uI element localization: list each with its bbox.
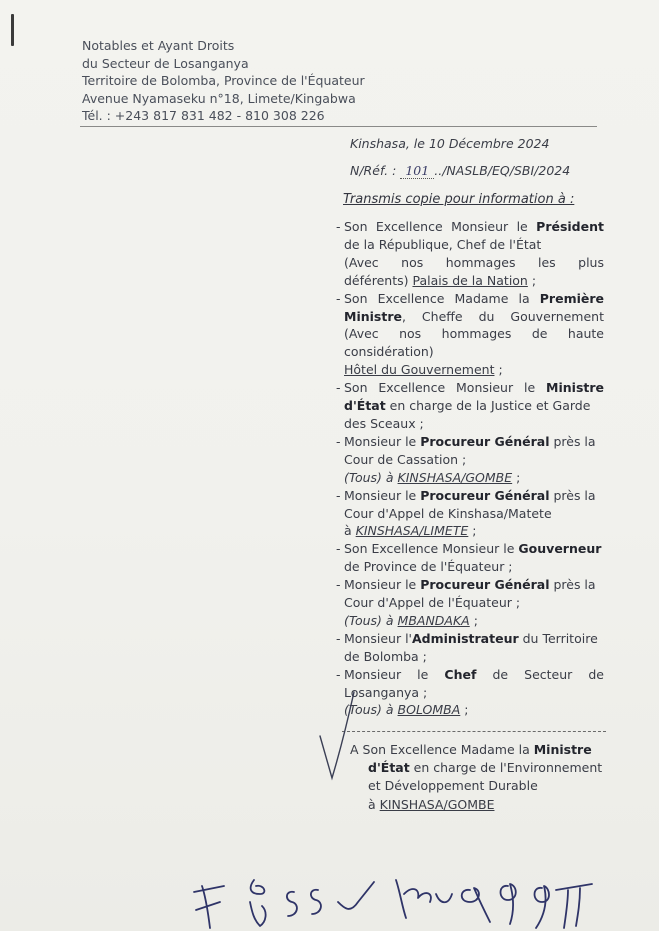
recipient-text: considération) [344,344,434,360]
recipient-premiere-ministre: - Son Excellence Madame la Première Ministre, Cheffe du Gouvernement (Avec nos hommages de haute considération) Hôtel du Gouvernement ; [336,290,604,378]
final-recipient-title: d'État [368,760,410,776]
recipient-place: KINSHASA/LIMETE [355,523,469,539]
recipient-text: de Secteur de [476,666,604,682]
recipient-place: Palais de la Nation [412,272,528,288]
recipient-text: de Bolomba ; [344,648,427,664]
recipient-text: Monsieur le [344,666,445,682]
recipient-title: Première [539,290,604,306]
recipient-text: Son Excellence Monsieur le [344,219,537,234]
handwritten-receipt-note [190,872,600,930]
recipient-title: Président [536,219,604,234]
sender-line-3: Territoire de Bolomba, Province de l'Équateur [82,73,365,89]
recipient-text: Cour d'Appel de Kinshasa/Matete [344,505,552,521]
date-line: Kinshasa, le 10 Décembre 2024 [350,136,550,151]
recipient-text: , Cheffe du Gouvernement [401,308,604,324]
recipient-text: Monsieur le [344,433,421,449]
recipient-text: Son Excellence Monsieur le [344,541,519,557]
recipient-text: Cour de Cassation ; [344,451,467,467]
recipient-text: près la [549,487,596,503]
recipient-procureur-equateur: - Monsieur le Procureur Général près la Cour d'Appel de l'Équateur ; (Tous) à MBANDAKA ; [336,576,604,630]
reference-suffix: ../NASLB/EQ/SBI/2024 [434,163,571,178]
recipient-place: MBANDAKA [397,612,470,628]
recipient-title: Gouverneur [518,541,602,557]
dashed-separator [342,731,606,732]
recipient-gouverneur: - Son Excellence Monsieur le Gouverneur de Province de l'Équateur ; [336,540,604,576]
final-recipient-text: A Son Excellence Madame la [350,742,534,757]
recipient-title: Procureur Général [420,433,550,449]
recipient-title: Ministre [344,308,402,324]
recipient-text: des Sceaux ; [344,415,424,431]
sender-block [82,37,365,125]
recipient-procureur-matete: - Monsieur le Procureur Général près la Cour d'Appel de Kinshasa/Matete à KINSHASA/LIMETE ; [336,487,604,541]
recipient-text: près la [549,577,596,593]
header-divider [80,126,597,127]
final-recipient-place: KINSHASA/GOMBE [379,796,495,812]
recipient-text: (Avec nos hommages les plus [344,254,604,270]
recipient-text: de Province de l'Équateur ; [344,559,513,575]
recipient-title: Procureur Général [420,487,550,503]
final-recipient-text: et Développement Durable [368,778,538,794]
final-recipient-text: en charge de l'Environnement [409,760,603,776]
recipient-title: Ministre [546,380,604,396]
recipient-chef-secteur: - Monsieur le Chef de Secteur de Losanganya ; (Tous) à BOLOMBA ; [336,666,604,718]
recipient-title: d'État [344,398,386,414]
recipient-text: Son Excellence Monsieur le [344,380,547,396]
sender-line-4: Avenue Nyamaseku n°18, Limete/Kingabwa [82,90,356,106]
recipient-text: à [344,523,356,539]
recipient-text: Son Excellence Madame la [344,290,540,306]
reference-prefix: N/Réf. : [350,163,397,178]
recipient-text: Losanganya ; [344,684,428,700]
recipient-text: en charge de la Justice et Garde [385,398,591,414]
recipient-title: Procureur Général [420,577,550,593]
reference-number: 101 [400,164,434,179]
recipient-text: Monsieur le [344,487,421,503]
recipient-text: Monsieur l' [344,630,412,646]
recipient-title: Chef [444,666,477,682]
recipient-place: Hôtel du Gouvernement [344,362,495,378]
final-recipient-title: Ministre [533,742,592,757]
sender-line-1: Notables et Ayant Droits [82,38,235,53]
final-recipient [350,741,615,814]
recipient-text: près la [549,433,596,449]
reference-line [350,163,570,179]
recipient-ministre-justice: - Son Excellence Monsieur le Ministre d'État en charge de la Justice et Garde des Sceaux ; [336,380,604,431]
recipient-text: Cour d'Appel de l'Équateur ; [344,595,521,611]
recipient-place: KINSHASA/GOMBE [397,469,513,485]
transmis-heading: Transmis copie pour information à : [343,192,575,207]
recipient-title: Administrateur [411,630,519,646]
scan-edge-mark [11,14,14,46]
recipient-place: BOLOMBA [397,702,461,718]
recipient-text: du Territoire [518,630,598,646]
recipient-text: déférents) [344,272,413,288]
recipient-text: (Tous) à [344,469,398,485]
recipient-text: (Avec nos hommages de haute [344,326,604,342]
recipient-text: (Tous) à [344,612,398,628]
recipient-text: de la République, Chef de l'État [344,236,542,252]
recipient-list [336,218,604,719]
recipient-procureur-cassation: - Monsieur le Procureur Général près la Cour de Cassation ; (Tous) à KINSHASA/GOMBE ; [336,433,604,487]
sender-line-2: du Secteur de Losanganya [82,55,249,71]
recipient-text: (Tous) à [344,702,398,718]
recipient-text: Monsieur le [344,577,421,593]
recipient-administrateur: - Monsieur l'Administrateur du Territoire de Bolomba ; [336,630,604,666]
final-recipient-text: à [368,796,380,812]
recipient-president: - Son Excellence Monsieur le Président de la République, Chef de l'État (Avec nos hommages les plus déférents) Palais de la Nation ; [336,219,604,288]
sender-phone: Tél. : +243 817 831 482 - 810 308 226 [82,108,325,124]
